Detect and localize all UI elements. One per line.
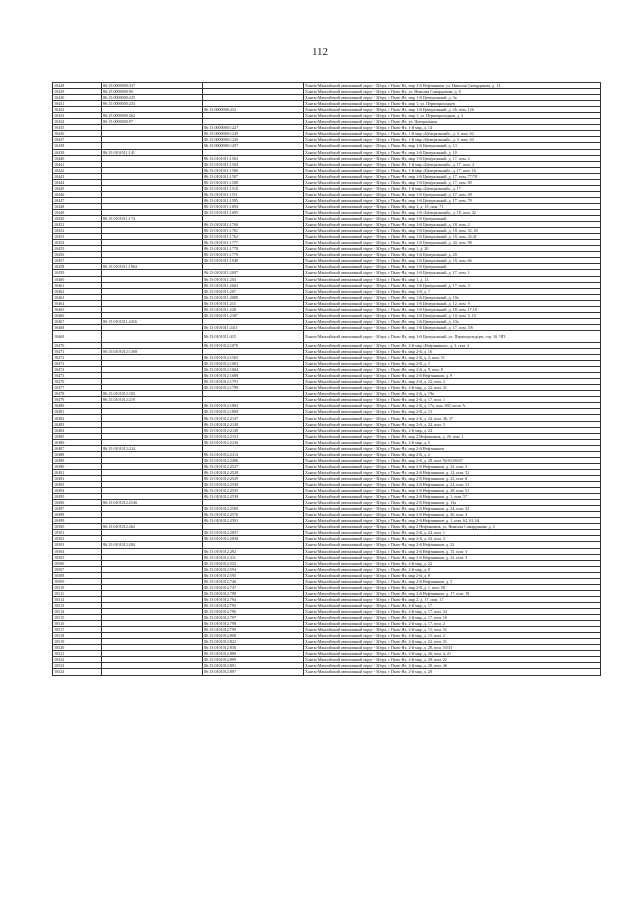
cadastral-number-cell: 86:15:0101012:1684 bbox=[203, 367, 304, 373]
address-cell: Ханты-Мансийский автономный округ - Югра, г Пыть-Ях, мкр 2-й, д. 1, пом. 58 bbox=[304, 584, 601, 590]
cadastral-number-cell: 86:15:0101012:822 bbox=[203, 639, 304, 645]
address-cell: Ханты-Мансийский автономный округ - Югра, г Пыть-Ях, мкр 1-й Центральный, д. 10 bbox=[304, 149, 601, 155]
land-plot-number-cell: 86:15:0101012:1308 bbox=[102, 348, 203, 354]
cadastral-number-cell: 86:15:0101012:2538 bbox=[203, 494, 304, 500]
row-number-cell: 10464 bbox=[53, 300, 102, 306]
address-cell: Ханты-Мансийский автономный округ - Югра, г Пыть-Ях, мкр 2-й, д. 24, пом. 2 bbox=[304, 421, 601, 427]
cadastral-number-cell: 86:15:0101011:1585 bbox=[203, 197, 304, 203]
address-cell: Ханты-Мансийский автономный округ - Югра, г Пыть-Ях, 2-й мкр, д. 8 bbox=[304, 566, 601, 572]
address-cell: Ханты-Мансийский автономный округ - Югра, г Пыть-Ях, мкр 1-й Центральный, д. 17, пом. 5/6 bbox=[304, 324, 601, 330]
address-cell: Ханты-Мансийский автономный округ - Югра, г Пыть-Ях, мкр 2, д. 17, пом. 17 bbox=[304, 596, 601, 602]
land-plot-number-cell: 86:15:0101012:2546 bbox=[102, 500, 203, 506]
row-number-cell: 10520 bbox=[53, 645, 102, 651]
cadastral-number-cell: 86:15:0101011:1506 bbox=[203, 167, 304, 173]
land-plot-number-cell: 86:15:0101012:262 bbox=[102, 524, 203, 530]
address-cell: Ханты-Мансийский автономный округ - Югра, г Пыть-Ях, мкр 2-й Нефтяников, д. 1, пом. 62, 63, 64 bbox=[304, 518, 601, 524]
cadastral-number-cell: 86:15:0101012:1688 bbox=[203, 373, 304, 379]
address-cell: Ханты-Мансийский автономный округ - Югра, г Пыть-Ях, мкр 1-й Центральный, д. 17, пом. 49 bbox=[304, 191, 601, 197]
address-cell: Ханты-Мансийский автономный округ - Югра, г Пыть-Ях, мкр 2-й Нефтяников, д. 26, пом. 3 bbox=[304, 512, 601, 518]
row-number-cell: 10451 bbox=[53, 222, 102, 228]
cadastral-number-cell: 86:15:0101011:1511 bbox=[203, 191, 304, 197]
row-number-cell: 10457 bbox=[53, 258, 102, 264]
row-number-cell: 10462 bbox=[53, 288, 102, 294]
row-number-cell: 10460 bbox=[53, 276, 102, 282]
row-number-cell: 10518 bbox=[53, 633, 102, 639]
cadastral-number-cell: 86:15:0101012:891 bbox=[203, 663, 304, 669]
row-number-cell: 10515 bbox=[53, 615, 102, 621]
address-cell: Ханты-Мансийский автономный округ - Югра, г Пыть-Ях, 1-й мкр «Центральный», д. 17, пом. 4 bbox=[304, 161, 601, 167]
cadastral-number-cell: 86:15:0101011:1508 bbox=[203, 179, 304, 185]
address-cell: Ханты-Мансийский автономный округ - Югра, г Пыть-Ях, мкр 2-й Нефтяников, ул. Николая Самардакова, д. 14 bbox=[304, 83, 601, 89]
address-cell: Ханты-Мансийский автономный округ - Югра, г Пыть-Ях, 2-й мкр, д. 22, пом. 31 bbox=[304, 639, 601, 645]
cadastral-number-cell: 86:15:0101012:2569 bbox=[203, 506, 304, 512]
row-number-cell: 10505 bbox=[53, 554, 102, 560]
address-cell: Ханты-Мансийский автономный округ - Югра, г Пыть-Ях, мкр 1-й Центральный, д. 17, пом. 2 bbox=[304, 155, 601, 161]
land-plot-number-cell: 86:15:0000000:225 bbox=[102, 95, 203, 101]
row-number-cell: 10475 bbox=[53, 373, 102, 379]
row-number-cell: 10523 bbox=[53, 663, 102, 669]
row-number-cell: 10517 bbox=[53, 627, 102, 633]
address-cell: Ханты-Мансийский автономный округ - Югра, г Пыть-Ях, 1-й мкр «Центральный», д. 3, пом. 63 bbox=[304, 137, 601, 143]
address-cell: Ханты-Мансийский автономный округ - Югра, г Пыть-Ях, мкр 1-й Центральный, д. 12, пом. 9 bbox=[304, 300, 601, 306]
row-number-cell: 10454 bbox=[53, 240, 102, 246]
address-cell: Ханты-Мансийский автономный округ - Югра, г Пыть-Ях, мкр 1, ул. Первопроходцев, д. 3 bbox=[304, 113, 601, 119]
row-number-cell: 10450 bbox=[53, 216, 102, 222]
row-number-cell: 10497 bbox=[53, 506, 102, 512]
cadastral-number-cell: 86:15:0101012:796 bbox=[203, 608, 304, 614]
address-cell: Ханты-Мансийский автономный округ - Югра, г Пыть-Ях, 2-й мкр, д. 28, пом. 26 bbox=[304, 663, 601, 669]
table-row bbox=[53, 330, 601, 342]
address-cell: Ханты-Мансийский автономный округ - Югра, г Пыть-Ях, 2-й мкр, д. 22 bbox=[304, 560, 601, 566]
address-cell: Ханты-Мансийский автономный округ - Югра, г Пыть-Ях, мкр 1-й Центральный bbox=[304, 264, 601, 270]
row-number-cell: 10512 bbox=[53, 596, 102, 602]
row-number-cell: 10491 bbox=[53, 469, 102, 475]
row-number-cell: 10438 bbox=[53, 143, 102, 149]
cadastral-number-cell: 86:15:0101011:207 bbox=[203, 288, 304, 294]
row-number-cell: 10499 bbox=[53, 518, 102, 524]
row-number-cell: 10504 bbox=[53, 548, 102, 554]
row-number-cell: 10498 bbox=[53, 512, 102, 518]
address-cell: Ханты-Мансийский автономный округ - Югра, г Пыть-Ях, 2-й мкр, д. 28, пом. 53/53 bbox=[304, 645, 601, 651]
row-number-cell: 10508 bbox=[53, 572, 102, 578]
cadastral-number-cell: 86:15:0101012:2535 bbox=[203, 488, 304, 494]
cadastral-number-cell: 86:15:0101011:2080 bbox=[203, 294, 304, 300]
land-plot-number-cell: 86:15:0000000:233 bbox=[102, 101, 203, 107]
address-cell: Ханты-Мансийский автономный округ - Югра, г Пыть-Ях, мкр 2-й Нефтяников, д. 23 bbox=[304, 542, 601, 548]
address-cell: Ханты-Мансийский автономный округ - Югра, г Пыть-Ях, мкр 2-й Нефтяников, д. 22, пом. 21 bbox=[304, 482, 601, 488]
row-number-cell: 10516 bbox=[53, 621, 102, 627]
address-cell: Ханты-Мансийский автономный округ - Югра, г Пыть-Ях, 2-й мкр, д. 17, пом. 33 bbox=[304, 608, 601, 614]
row-number-cell: 10514 bbox=[53, 608, 102, 614]
address-cell: Ханты-Мансийский автономный округ - Югра, г Пыть-Ях, мкр 1-й Центральный, д. 23а bbox=[304, 318, 601, 324]
address-cell: Ханты-Мансийский автономный округ - Югра, г Пыть-Ях, мкр 1-й Центральный, д. 17, пом. 1 bbox=[304, 270, 601, 276]
address-cell: Ханты-Мансийский автономный округ - Югра, г Пыть-Ях, 2-й мкр, д. 26, пом. 4, 21 bbox=[304, 651, 601, 657]
address-cell: Ханты-Мансийский автономный округ - Югра, г Пыть-Ях, мкр 1-й Центральный, д. 18, пом. 52, 65 bbox=[304, 228, 601, 234]
row-number-cell: 10501 bbox=[53, 530, 102, 536]
address-cell: Ханты-Мансийский автономный округ - Югра, г Пыть-Ях, 2-й мкр «Нефтяников», д. 2, пом. 2 bbox=[304, 342, 601, 348]
row-number-cell: 10459 bbox=[53, 270, 102, 276]
cadastral-number-cell: 86:15:0101011:1507 bbox=[203, 173, 304, 179]
address-cell: Ханты-Мансийский автономный округ - Югра, г Пыть-Ях, мкр 2-й, д. 8 bbox=[304, 572, 601, 578]
land-plot-number-cell: 86:15:0000000:90 bbox=[102, 89, 203, 95]
cadastral-number-cell: 86:15:0101011:1694 bbox=[203, 203, 304, 209]
row-number-cell: 10503 bbox=[53, 542, 102, 548]
row-number-cell: 10521 bbox=[53, 651, 102, 657]
cadastral-number-cell: 86:15:0101012:746 bbox=[203, 578, 304, 584]
land-plot-number-cell: 86:15:0101011:141 bbox=[102, 149, 203, 155]
row-number-cell: 10507 bbox=[53, 566, 102, 572]
cadastral-number-cell: 86:15:0101012:799 bbox=[203, 627, 304, 633]
address-cell: Ханты-Мансийский автономный округ - Югра, г Пыть-Ях, 2-й мкр, д. 17, пом. 16 bbox=[304, 615, 601, 621]
cadastral-number-cell: 86:15:0101011:1948 bbox=[203, 258, 304, 264]
cadastral-number-cell: 86:15:0101012:808 bbox=[203, 633, 304, 639]
row-number-cell: 10440 bbox=[53, 155, 102, 161]
page-number: 112 bbox=[311, 46, 329, 58]
row-number-cell: 10477 bbox=[53, 385, 102, 391]
cadastral-number-cell: 86:15:0101012:311 bbox=[203, 554, 304, 560]
row-number-cell: 10465 bbox=[53, 306, 102, 312]
address-cell: Ханты-Мансийский автономный округ - Югра, г Пыть-Ях, мкр 1-й «Центральный», д. 18, пом. 42 bbox=[304, 209, 601, 215]
cadastral-number-cell: 86:15:0101011:2307 bbox=[203, 312, 304, 318]
cadastral-number-cell: 86:15:0101012:2838 bbox=[203, 536, 304, 542]
row-number-cell: 10472 bbox=[53, 355, 102, 361]
address-cell: Ханты-Мансийский автономный округ - Югра, г Пыть-Ях, мкр 2 Нефтяников, д. 26, пом. 1 bbox=[304, 433, 601, 439]
row-number-cell: 10439 bbox=[53, 149, 102, 155]
address-cell: Ханты-Мансийский автономный округ - Югра, г Пыть-Ях, мкр 2-й, д. 16 bbox=[304, 348, 601, 354]
address-cell: Ханты-Мансийский автономный округ - Югра, г Пыть-Ях, мкр 2-й Нефтяников, д. 1, пом. 57 bbox=[304, 494, 601, 500]
cadastral-number-cell: 86:15:0101012:2148 bbox=[203, 421, 304, 427]
address-cell: Ханты-Мансийский автономный округ - Югра, г Пыть-Ях, 2-й мкр, д. 15, пом. 31 bbox=[304, 627, 601, 633]
row-number-cell: 10489 bbox=[53, 457, 102, 463]
row-number-cell: 10443 bbox=[53, 173, 102, 179]
address-cell: Ханты-Мансийский автономный округ - Югра, г Пыть-Ях, 1-й мкр «Центральный», д. 3, пом. 62 bbox=[304, 131, 601, 137]
row-number-cell: 10519 bbox=[53, 639, 102, 645]
row-number-cell: 10484 bbox=[53, 427, 102, 433]
address-cell: Ханты-Мансийский автономный округ - Югра, г Пыть-Ях, мкр 2-й Нефтяников, д. 12, пом. 52 bbox=[304, 469, 601, 475]
cadastral-number-cell: 86:15:0101011:1777 bbox=[203, 240, 304, 246]
row-number-cell: 10453 bbox=[53, 234, 102, 240]
address-cell: Ханты-Мансийский автономный округ - Югра, г Пыть-Ях, мкр 1, ул. Первопроходцев bbox=[304, 101, 601, 107]
row-number-cell: 10482 bbox=[53, 415, 102, 421]
address-cell: Ханты-Мансийский автономный округ - Югра, г Пыть-Ях, мкр 1-й Центральный bbox=[304, 216, 601, 222]
address-cell: Ханты-Мансийский автономный округ - Югра, г Пыть-Ях, мкр 1-й Центральный, д. 13 bbox=[304, 143, 601, 149]
address-cell: Ханты-Мансийский автономный округ - Югра, г Пыть-Ях, мкр 2-й Нефтяников, д. 17, пом. 18 bbox=[304, 590, 601, 596]
land-plot-number-cell: 86:15:0101011:1964 bbox=[102, 264, 203, 270]
address-cell: Ханты-Мансийский автономный округ - Югра, г Пыть-Ях, мкр 1-й Центральный, д. 10а bbox=[304, 294, 601, 300]
cadastral-number-cell: 86:15:0101012:2837 bbox=[203, 530, 304, 536]
land-plot-number-cell: 86:15:0101011:174 bbox=[102, 216, 203, 222]
address-cell: Ханты-Мансийский автономный округ - Югра, г Пыть-Ях, 1-й мкр «Центральный», д. 17 bbox=[304, 185, 601, 191]
address-cell: Ханты-Мансийский автономный округ - Югра, г Пыть-Ях, мкр 1-й Центральный, д. 20 bbox=[304, 252, 601, 258]
cadastral-number-cell: 86:15:0000000:1229 bbox=[203, 131, 304, 137]
row-number-cell: 10487 bbox=[53, 445, 102, 451]
address-cell: Ханты-Мансийский автономный округ - Югра, г Пыть-Ях, мкр 2-й Нефтяников, д. 22, пом. 8 bbox=[304, 475, 601, 481]
cadastral-number-cell: 86:15:0101012:794 bbox=[203, 596, 304, 602]
row-number-cell: 10461 bbox=[53, 282, 102, 288]
row-number-cell: 10445 bbox=[53, 185, 102, 191]
row-number-cell: 10458 bbox=[53, 264, 102, 270]
address-cell: Ханты-Мансийский автономный округ - Югра, г Пыть-Ях, мкр 1-й Центральный, д. 18, пом. 17,18 bbox=[304, 306, 601, 312]
row-number-cell: 10470 bbox=[53, 342, 102, 348]
address-cell: Ханты-Мансийский автономный округ - Югра, г Пыть-Ях, 2-й мкр, д. 15, пом. 2 bbox=[304, 633, 601, 639]
row-number-cell: 10485 bbox=[53, 433, 102, 439]
cadastral-number-cell: 86:15:0000000:1230 bbox=[203, 137, 304, 143]
row-number-cell: 10524 bbox=[53, 669, 102, 675]
cadastral-number-cell: 86:15:0101012:292 bbox=[203, 548, 304, 554]
row-number-cell: 10490 bbox=[53, 463, 102, 469]
land-plot-number-cell: 86:15:0101012:183 bbox=[102, 391, 203, 397]
land-plot-number-cell: 86:15:0101011:2416 bbox=[102, 318, 203, 324]
cadastral-number-cell: 86:15:0000000:252 bbox=[203, 107, 304, 113]
row-number-cell: 10431 bbox=[53, 101, 102, 107]
address-cell: Ханты-Мансийский автономный округ - Югра, г Пыть-Ях, мкр 1, д. 15, пом. 71 bbox=[304, 203, 601, 209]
address-cell: Ханты-Мансийский автономный округ - Югра, г Пыть-Ях, 2-й мкр, д. 17, пом. 2 bbox=[304, 621, 601, 627]
cadastral-number-cell: 86:15:0101012:2149 bbox=[203, 427, 304, 433]
address-cell: Ханты-Мансийский автономный округ - Югра, г Пыть-Ях, мкр 2-й, д. 24, пом. 3 bbox=[304, 536, 601, 542]
cadastral-number-cell: 86:15:0101012:1565 bbox=[203, 355, 304, 361]
row-number-cell: 10493 bbox=[53, 482, 102, 488]
address-cell: Ханты-Мансийский автономный округ - Югра, г Пыть-Ях, мкр 2-й, д. 5 bbox=[304, 361, 601, 367]
cadastral-number-cell: 86:15:0101012:2147 bbox=[203, 415, 304, 421]
address-cell: Ханты-Мансийский автономный округ - Югра, г Пыть-Ях, мкр 2-й, д. 24, пом. 1 bbox=[304, 530, 601, 536]
row-number-cell: 10522 bbox=[53, 657, 102, 663]
address-cell: Ханты-Мансийский автономный округ - Югра, г Пыть-Ях, мкр 2-й Нефтяников, д. 5 bbox=[304, 578, 601, 584]
cadastral-number-cell: 86:15:0101012:594 bbox=[203, 566, 304, 572]
address-cell: Ханты-Мансийский автономный округ - Югра, г Пыть-Ях, мкр 2-й Нефтяников, д. 9 bbox=[304, 373, 601, 379]
address-cell: Ханты-Мансийский автономный округ - Югра, г Пыть-Ях, мкр 2-й, д. 2, пом. 51 bbox=[304, 355, 601, 361]
row-number-cell: 10429 bbox=[53, 89, 102, 95]
land-plot-number-cell bbox=[102, 669, 203, 675]
cadastral-number-cell: 86:15:0101011:2411 bbox=[203, 324, 304, 330]
address-cell: Ханты-Мансийский автономный округ - Югра, г Пыть-Ях, мкр 2-й, д. 28, пом. 92-65,66,67 bbox=[304, 457, 601, 463]
table-row bbox=[53, 669, 601, 675]
address-cell: Ханты-Мансийский автономный округ - Югра, г Пыть-Ях, мкр 1-й Центральный, д. 26, пом. 126 bbox=[304, 107, 601, 113]
cadastral-number-cell: 86:15:0101012:897 bbox=[203, 669, 304, 675]
row-number-cell: 10455 bbox=[53, 246, 102, 252]
row-number-cell: 10481 bbox=[53, 409, 102, 415]
row-number-cell: 10506 bbox=[53, 560, 102, 566]
address-cell: Ханты-Мансийский автономный округ - Югра, г Пыть-Ях, мкр 1-й Центральный, д. 17, пом. 79 bbox=[304, 197, 601, 203]
row-number-cell: 10474 bbox=[53, 367, 102, 373]
cadastral-number-cell: 86:15:0101012:2527 bbox=[203, 463, 304, 469]
cadastral-number-cell: 86:15:0101012:2236 bbox=[203, 439, 304, 445]
row-number-cell: 10476 bbox=[53, 379, 102, 385]
address-cell: Ханты-Мансийский автономный округ - Югра, г Пыть-Ях, мкр 2-й Нефтяников, д. 22, пом. 3 bbox=[304, 554, 601, 560]
row-number-cell: 10456 bbox=[53, 252, 102, 258]
cadastral-number-cell: 86:15:0101012:2530 bbox=[203, 482, 304, 488]
row-number-cell: 10502 bbox=[53, 536, 102, 542]
address-cell: Ханты-Мансийский автономный округ - Югра, г Пыть-Ях, мкр 2-й, д. 24, пом. 36, 37 bbox=[304, 415, 601, 421]
row-number-cell: 10495 bbox=[53, 494, 102, 500]
land-plot-number-cell: 86:15:0101012:284 bbox=[102, 542, 203, 548]
cadastral-number-cell: 86:15:0101011:1761 bbox=[203, 228, 304, 234]
cadastral-number-cell: 86:15:0101011:1504 bbox=[203, 161, 304, 167]
row-number-cell: 10467 bbox=[53, 318, 102, 324]
address-cell: Ханты-Мансийский автономный округ - Югра, г Пыть-Ях, 2-й мкр, д. 28, пом. 22 bbox=[304, 657, 601, 663]
address-cell: Ханты-Мансийский автономный округ - Югра, г Пыть-Ях, 2-й мкр, д. 17 bbox=[304, 602, 601, 608]
address-cell: Ханты-Мансийский автономный округ - Югра, г Пыть-Ях, мкр 1-й Центральный, д. 18, пом. 2 bbox=[304, 222, 601, 228]
address-cell: Ханты-Мансийский автономный округ - Югра, г Пыть-Ях, мкр 1-й Центральный, ул. Первопроходцев, стр. 16, ЧП bbox=[304, 330, 601, 342]
address-cell: Ханты-Мансийский автономный округ - Югра, г Пыть-Ях, 2-й мкр, д. 22, пом. 21 bbox=[304, 385, 601, 391]
cadastral-number-cell: 86:15:0101012:595 bbox=[203, 572, 304, 578]
address-cell: Ханты-Мансийский автономный округ - Югра, г Пыть-Ях, мкр 1, д. 13 bbox=[304, 276, 601, 282]
row-number-cell: 10452 bbox=[53, 228, 102, 234]
address-cell: Ханты-Мансийский автономный округ - Югра, г Пыть-Ях, 2-й мкр, д. 5 bbox=[304, 439, 601, 445]
cadastral-number-cell: 86:15:0101012:552 bbox=[203, 560, 304, 566]
address-cell: Ханты-Мансийский автономный округ - Югра, г Пыть-Ях, 2-й мкр, д. 24 bbox=[304, 427, 601, 433]
row-number-cell: 10463 bbox=[53, 294, 102, 300]
cadastral-number-cell: 86:15:0101011:1760 bbox=[203, 222, 304, 228]
row-number-cell: 10510 bbox=[53, 584, 102, 590]
row-number-cell: 10480 bbox=[53, 403, 102, 409]
cadastral-number-cell: 86:15:0101012:1863 bbox=[203, 403, 304, 409]
cadastral-number-cell: 86:15:0101012:747 bbox=[203, 584, 304, 590]
address-cell: Ханты-Мансийский автономный округ - Югра, г Пыть-Ях, 1-й мкр, д. 14 bbox=[304, 125, 601, 131]
cadastral-number-cell: 86:15:0101012:1869 bbox=[203, 409, 304, 415]
cadastral-number-cell: 86:15:0101012:836 bbox=[203, 645, 304, 651]
row-number-cell: 10500 bbox=[53, 524, 102, 530]
row-number-cell: 10466 bbox=[53, 312, 102, 318]
address-cell: Ханты-Мансийский автономный округ - Югра, г Пыть-Ях, мкр 1-й Центральный, д. 17, пом. 77/78 bbox=[304, 173, 601, 179]
address-cell: Ханты-Мансийский автономный округ - Югра, г Пыть-Ях, 1-й мкр «Центральный», д. 17, пом. 16 bbox=[304, 167, 601, 173]
row-number-cell: 10511 bbox=[53, 590, 102, 596]
cadastral-number-cell: 86:15:0101012:880 bbox=[203, 651, 304, 657]
address-cell: Ханты-Мансийский автономный округ - Югра, г Пыть-Ях, мкр 1-й Центральный, д. 3а bbox=[304, 95, 601, 101]
address-cell: Ханты-Мансийский автономный округ - Югра, г Пыть-Ях, мкр 1-й Центральный, д. 18, пом. 66 bbox=[304, 258, 601, 264]
row-number-cell: 10483 bbox=[53, 421, 102, 427]
address-cell: Ханты-Мансийский автономный округ - Югра, г Пыть-Ях, мкр 2 Нефтяников, ул. Николая Самардакова, д. 3 bbox=[304, 524, 601, 530]
row-number-cell: 10478 bbox=[53, 391, 102, 397]
cadastral-number-cell: 86:15:0101011:2007 bbox=[203, 270, 304, 276]
row-number-cell: 10469 bbox=[53, 330, 102, 342]
row-number-cell: 10442 bbox=[53, 167, 102, 173]
row-number-cell: 10441 bbox=[53, 161, 102, 167]
row-number-cell: 10509 bbox=[53, 578, 102, 584]
address-cell: Ханты-Мансийский автономный округ - Югра, г Пыть-Ях, мкр 2-й, д. 13 bbox=[304, 409, 601, 415]
cadastral-number-cell: 86:15:0101012:889 bbox=[203, 657, 304, 663]
cadastral-number-cell: 86:15:0101012:788 bbox=[203, 590, 304, 596]
row-number-cell: 10494 bbox=[53, 488, 102, 494]
row-number-cell: 10473 bbox=[53, 361, 102, 367]
cadastral-number-cell: 86:15:0101011:1695 bbox=[203, 209, 304, 215]
registry-table-body bbox=[53, 83, 601, 676]
cadastral-number-cell: 86:15:0101012:2313 bbox=[203, 451, 304, 457]
address-cell: Ханты-Мансийский автономный округ - Югра, г Пыть-Ях, мкр 1-й Центральный, д. 17, пом. 80 bbox=[304, 179, 601, 185]
address-cell: Ханты-Мансийский автономный округ - Югра, г Пыть-Ях, мкр 2-й Нефтяников bbox=[304, 445, 601, 451]
cadastral-number-cell: 86:15:0101012:797 bbox=[203, 615, 304, 621]
cadastral-number-cell: 86:15:0101011:215 bbox=[203, 300, 304, 306]
address-cell: Ханты-Мансийский автономный округ - Югра, г Пыть-Ях, мкр 2-й, д. 2 bbox=[304, 451, 601, 457]
cadastral-number-cell: 86:15:0101011:228 bbox=[203, 306, 304, 312]
row-number-cell: 10444 bbox=[53, 179, 102, 185]
cadastral-number-cell: 86:15:0000000:1227 bbox=[203, 125, 304, 131]
row-number-cell: 10432 bbox=[53, 107, 102, 113]
address-cell: Ханты-Мансийский автономный округ - Югра, г Пыть-Ях, мкр 2-й Нефтяников, д. 15, пом. 3 bbox=[304, 548, 601, 554]
address-cell: Ханты-Мансийский автономный округ - Югра, г Пыть-Ях, мкр 2-й, д. 22, пом. 2 bbox=[304, 379, 601, 385]
cadastral-number-cell: 86:15:0101012:2153 bbox=[203, 433, 304, 439]
address-cell: Ханты-Мансийский автономный округ - Югра, г Пыть-Ях, мкр 2-й Нефтяников, д. 13а bbox=[304, 500, 601, 506]
row-number-cell: 10447 bbox=[53, 197, 102, 203]
address-cell: Ханты-Мансийский автономный округ - Югра, г Пыть-Ях, ул. Николая Самардакова, д. 8 bbox=[304, 89, 601, 95]
row-number-cell: 10448 bbox=[53, 203, 102, 209]
row-number-cell: 10513 bbox=[53, 602, 102, 608]
cadastral-number-cell: 86:15:0101011:204 bbox=[203, 276, 304, 282]
cadastral-number-cell: 86:15:0101012:1799 bbox=[203, 385, 304, 391]
address-cell: Ханты-Мансийский автономный округ - Югра, г Пыть-Ях, мкр 2-й Нефтяников, д. 22, пом. 3 bbox=[304, 463, 601, 469]
address-cell: Ханты-Мансийский автономный округ - Югра, г Пыть-Ях, мкр 1, д. 20 bbox=[304, 246, 601, 252]
cadastral-number-cell: 86:15:0101012:2581 bbox=[203, 518, 304, 524]
row-number-cell: 10492 bbox=[53, 475, 102, 481]
cadastral-number-cell: 86:15:0101011:1779 bbox=[203, 252, 304, 258]
address-cell: Ханты-Мансийский автономный округ - Югра, г Пыть-Ях, мкр 2-й, д. 17а, пом. 802 часть А bbox=[304, 403, 601, 409]
row-number-cell: 10468 bbox=[53, 324, 102, 330]
row-number-cell: 10449 bbox=[53, 209, 102, 215]
address-cell: Ханты-Мансийский автономный округ - Югра, г Пыть-Ях, мкр 2-й Нефтяников, д. 28, пом. 51 bbox=[304, 488, 601, 494]
cadastral-number-cell: 86:15:0101012:2496 bbox=[203, 457, 304, 463]
cadastral-number-cell: 86:15:0101012:795 bbox=[203, 602, 304, 608]
address-cell: Ханты-Мансийский автономный округ - Югра, г Пыть-Ях, мкр 1-й Центральный, д. 18, пом. 32,41 bbox=[304, 234, 601, 240]
address-cell: Ханты-Мансийский автономный округ - Югра, г Пыть-Ях, мкр 2-й Нефтяников, д. 24, пом. 52 bbox=[304, 506, 601, 512]
cadastral-number-cell: 86:15:0101011:2063 bbox=[203, 282, 304, 288]
cadastral-number-cell: 86:15:0101012:1070 bbox=[203, 342, 304, 348]
land-plot-number-cell: 86:15:0101012:219 bbox=[102, 397, 203, 403]
registry-table bbox=[52, 82, 601, 676]
land-plot-number-cell: 86:15:0000000:262 bbox=[102, 113, 203, 119]
cadastral-number-cell: 86:15:0101011:1778 bbox=[203, 246, 304, 252]
cadastral-number-cell: 86:15:0101012:1791 bbox=[203, 379, 304, 385]
land-plot-number-cell: 86:15:0101012:224 bbox=[102, 445, 203, 451]
address-cell: Ханты-Мансийский автономный округ - Югра, г Пыть-Ях, ул. Центральная bbox=[304, 119, 601, 125]
address-cell: Ханты-Мансийский автономный округ - Югра, г Пыть-Ях, мкр 1-й Центральный, д. 17, пом. 3 bbox=[304, 282, 601, 288]
row-number-cell: 10435 bbox=[53, 125, 102, 131]
address-cell: Ханты-Мансийский автономный округ - Югра, г Пыть-Ях, 2-й мкр, д. 28 bbox=[304, 669, 601, 675]
cadastral-number-cell: 86:15:0101012:1681 bbox=[203, 361, 304, 367]
address-cell: Ханты-Мансийский автономный округ - Югра, г Пыть-Ях, мкр 1-й Центральный, д. 20, пом. 98 bbox=[304, 240, 601, 246]
row-number-cell: 10479 bbox=[53, 397, 102, 403]
row-number-cell: 10486 bbox=[53, 439, 102, 445]
address-cell: Ханты-Мансийский автономный округ - Югра, г Пыть-Ях, мкр 1-й, д. 7 bbox=[304, 288, 601, 294]
cadastral-number-cell: 86:15:0101011:1510 bbox=[203, 185, 304, 191]
row-number-cell: 10488 bbox=[53, 451, 102, 457]
address-cell: Ханты-Мансийский автономный округ - Югра, г Пыть-Ях, мкр 2-й, д. 9, пом. 8 bbox=[304, 367, 601, 373]
address-cell: Ханты-Мансийский автономный округ - Югра, г Пыть-Ях, мкр 1-й Центральный, д. 10, пом. 5, 10 bbox=[304, 312, 601, 318]
cadastral-number-cell: 86:15:0101012:2576 bbox=[203, 512, 304, 518]
row-number-cell: 10437 bbox=[53, 137, 102, 143]
land-plot-number-cell: 86:15:0000000:97 bbox=[102, 119, 203, 125]
address-cell: Ханты-Мансийский автономный округ - Югра, г Пыть-Ях, мкр 2-й, д. 17, пом. 1 bbox=[304, 397, 601, 403]
cadastral-number-cell: 86:15:0101011:1762 bbox=[203, 234, 304, 240]
cadastral-number-cell: 86:15:0000000:1297 bbox=[203, 143, 304, 149]
row-number-cell: 10430 bbox=[53, 95, 102, 101]
address-cell: Ханты-Мансийский автономный округ - Югра, г Пыть-Ях, мкр 2-й, д. 19а bbox=[304, 391, 601, 397]
cadastral-number-cell: 86:15:0101011:415 bbox=[203, 330, 304, 342]
cadastral-number-cell: 86:15:0101012:798 bbox=[203, 621, 304, 627]
row-number-cell: 10471 bbox=[53, 348, 102, 354]
land-plot-number-cell bbox=[102, 330, 203, 342]
cadastral-number-cell: 86:15:0101012:2528 bbox=[203, 469, 304, 475]
row-number-cell: 10428 bbox=[53, 83, 102, 89]
cadastral-number-cell: 86:15:0101011:1503 bbox=[203, 155, 304, 161]
row-number-cell: 10446 bbox=[53, 191, 102, 197]
row-number-cell: 10433 bbox=[53, 113, 102, 119]
row-number-cell: 10496 bbox=[53, 500, 102, 506]
land-plot-number-cell: 86:15:0000000:337 bbox=[102, 83, 203, 89]
row-number-cell: 10436 bbox=[53, 131, 102, 137]
cadastral-number-cell: 86:15:0101012:2529 bbox=[203, 475, 304, 481]
row-number-cell: 10434 bbox=[53, 119, 102, 125]
